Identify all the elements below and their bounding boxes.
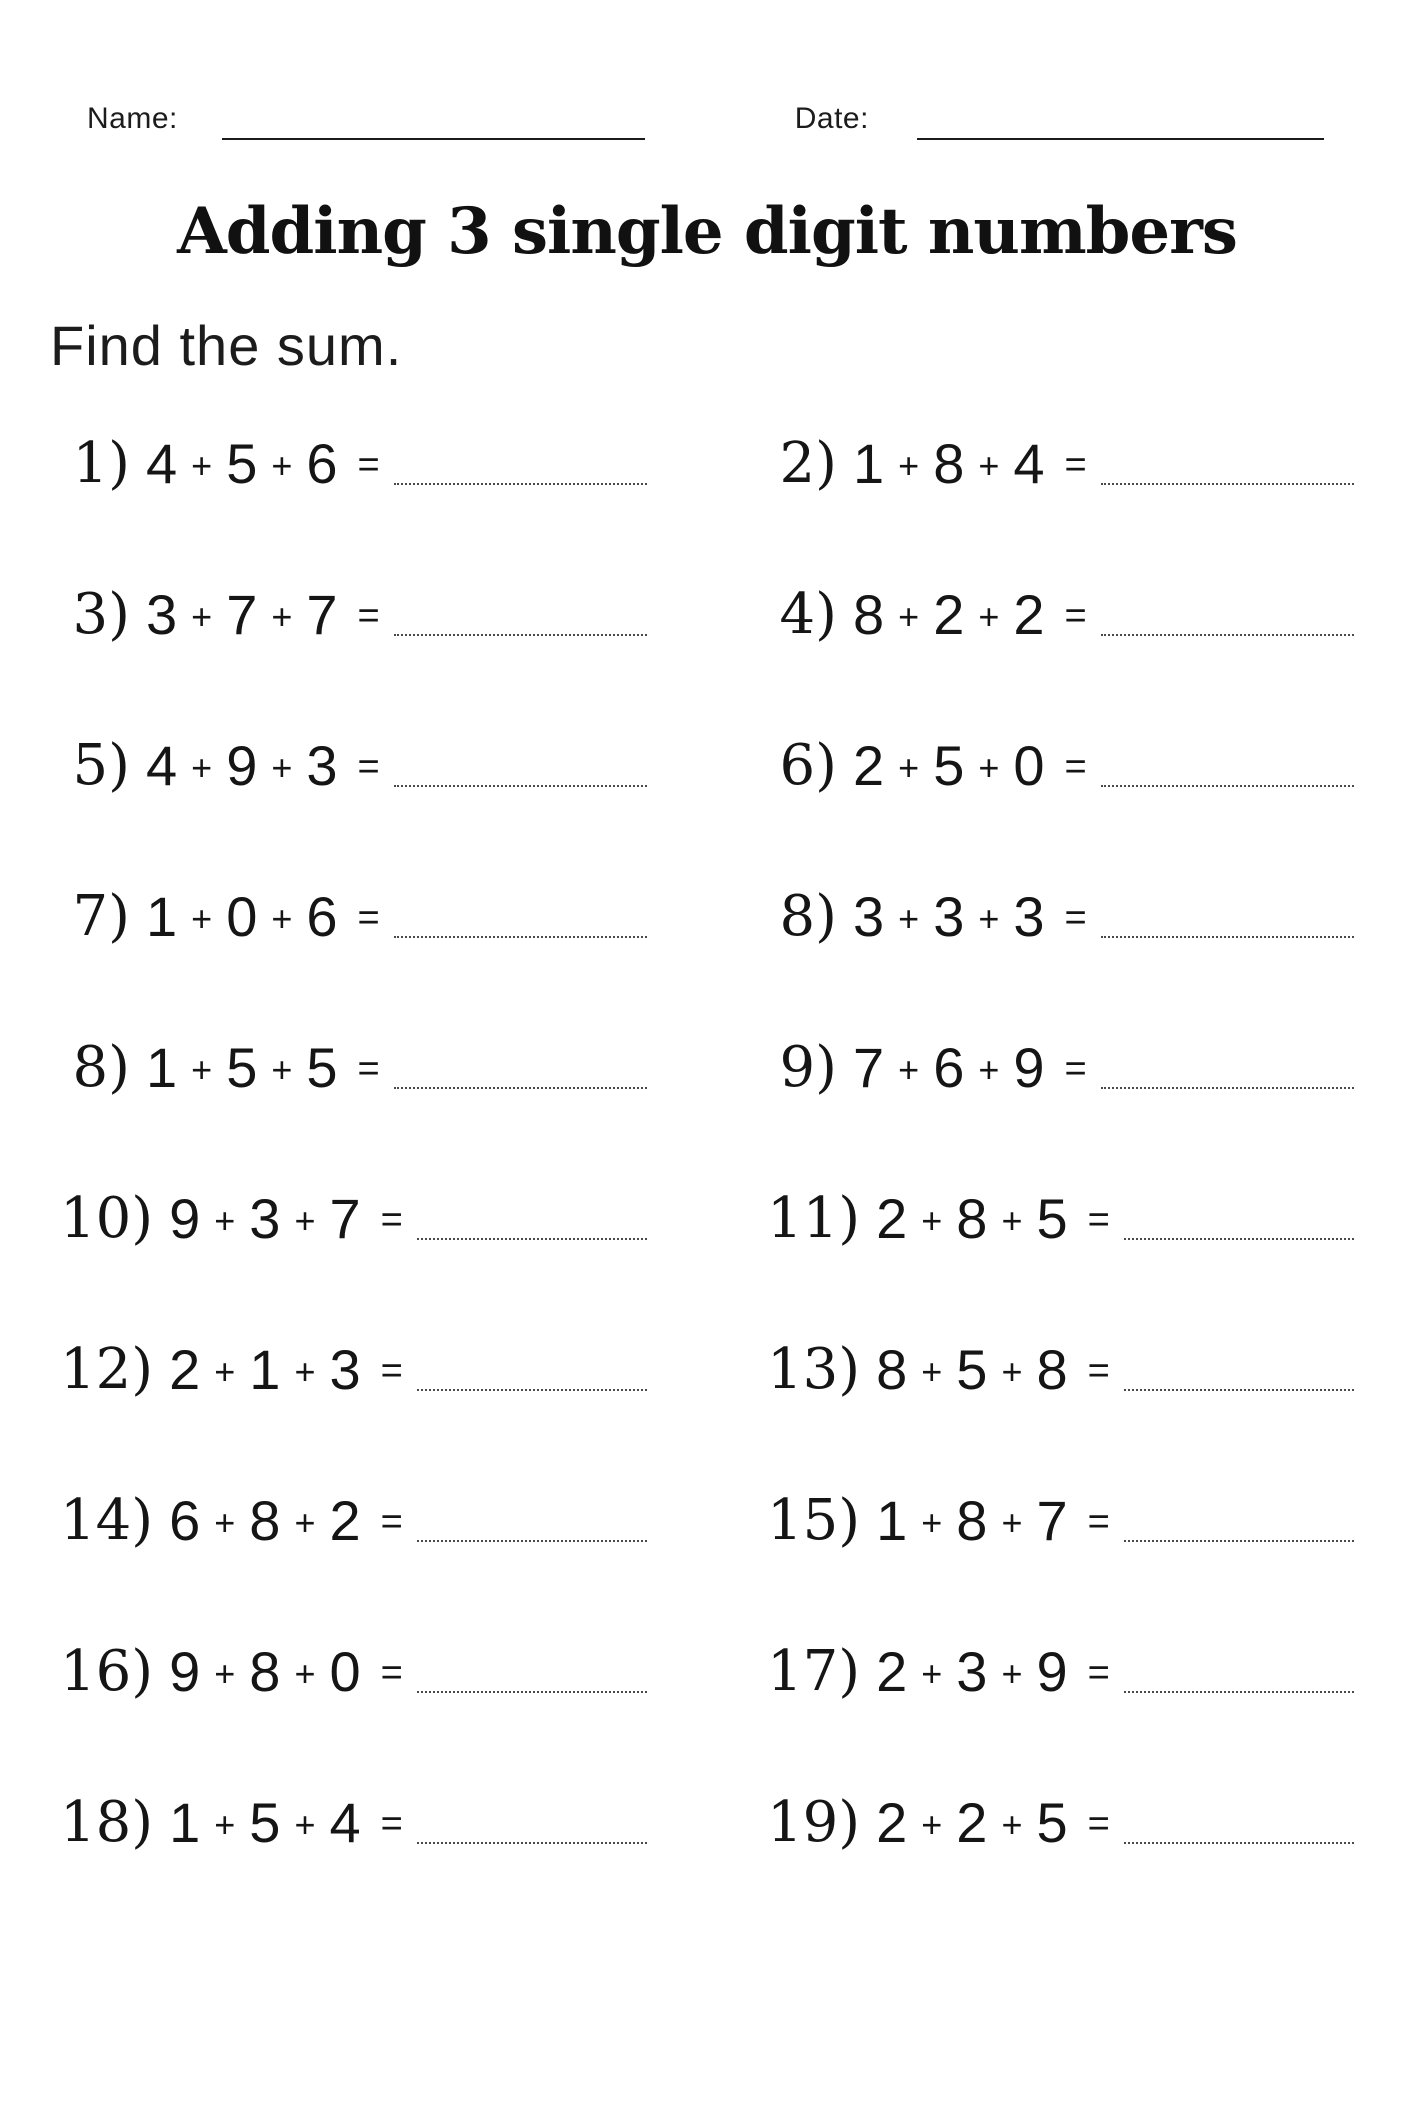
addend: 5 <box>956 1338 988 1401</box>
addend: 0 <box>1013 734 1045 797</box>
equals-sign: = <box>380 1652 403 1694</box>
addend: 2 <box>876 1187 908 1250</box>
plus-operator: + <box>294 1199 316 1241</box>
answer-blank[interactable] <box>417 1540 647 1542</box>
problem-number: 4) <box>779 582 837 647</box>
problem-expression <box>872 1488 1124 1553</box>
answer-blank[interactable] <box>1124 1389 1354 1391</box>
answer-blank[interactable] <box>394 1087 647 1089</box>
addend: 1 <box>169 1791 201 1854</box>
plus-operator: + <box>271 1048 293 1090</box>
addend: 5 <box>1036 1187 1068 1250</box>
plus-operator: + <box>921 1199 943 1241</box>
addend: 6 <box>169 1489 201 1552</box>
problem-row <box>767 1596 1354 1747</box>
equals-sign: = <box>380 1501 403 1543</box>
addend: 7 <box>1036 1489 1068 1552</box>
addend: 5 <box>226 432 258 495</box>
plus-operator: + <box>1001 1803 1023 1845</box>
problem-expression <box>165 1639 417 1704</box>
addend: 4 <box>146 734 178 797</box>
name-label: Name: <box>87 102 178 135</box>
problem-expression <box>165 1488 417 1553</box>
plus-operator: + <box>294 1350 316 1392</box>
answer-blank[interactable] <box>1101 936 1354 938</box>
equals-sign: = <box>1064 746 1087 788</box>
addend: 5 <box>933 734 965 797</box>
problem-row <box>60 1596 647 1747</box>
problem-row <box>767 1445 1354 1596</box>
plus-operator: + <box>214 1803 236 1845</box>
header <box>87 102 1324 142</box>
plus-operator: + <box>921 1803 943 1845</box>
addend: 1 <box>146 885 178 948</box>
plus-operator: + <box>898 746 920 788</box>
problem-expression <box>849 733 1101 798</box>
addend: 8 <box>1036 1338 1068 1401</box>
equals-sign: = <box>380 1350 403 1392</box>
answer-blank[interactable] <box>417 1691 647 1693</box>
problem-expression <box>872 1790 1124 1855</box>
plus-operator: + <box>978 1048 1000 1090</box>
equals-sign: = <box>1087 1652 1110 1694</box>
problem-expression <box>165 1337 417 1402</box>
problem-number: 3) <box>72 582 130 647</box>
problem-number: 13) <box>767 1337 861 1402</box>
answer-blank[interactable] <box>394 634 647 636</box>
addend: 1 <box>853 432 885 495</box>
equals-sign: = <box>1087 1803 1110 1845</box>
problem-row <box>767 1143 1354 1294</box>
plus-operator: + <box>191 444 213 486</box>
answer-blank[interactable] <box>1101 1087 1354 1089</box>
problem-number: 19) <box>767 1790 861 1855</box>
plus-operator: + <box>1001 1350 1023 1392</box>
problem-expression <box>142 582 394 647</box>
problem-row <box>60 690 647 841</box>
plus-operator: + <box>898 897 920 939</box>
plus-operator: + <box>191 1048 213 1090</box>
answer-blank[interactable] <box>394 785 647 787</box>
addend: 4 <box>329 1791 361 1854</box>
answer-blank[interactable] <box>1124 1691 1354 1693</box>
worksheet-page <box>0 102 1414 2102</box>
equals-sign: = <box>1064 595 1087 637</box>
plus-operator: + <box>214 1350 236 1392</box>
plus-operator: + <box>978 595 1000 637</box>
problem-number: 11) <box>767 1186 861 1251</box>
problem-number: 17) <box>767 1639 861 1704</box>
addend: 7 <box>226 583 258 646</box>
plus-operator: + <box>294 1652 316 1694</box>
equals-sign: = <box>1064 897 1087 939</box>
plus-operator: + <box>1001 1652 1023 1694</box>
problem-number: 2) <box>779 431 837 496</box>
problem-number: 7) <box>72 884 130 949</box>
addend: 0 <box>226 885 258 948</box>
addend: 7 <box>306 583 338 646</box>
addend: 9 <box>169 1640 201 1703</box>
plus-operator: + <box>898 444 920 486</box>
addend: 8 <box>249 1489 281 1552</box>
answer-blank[interactable] <box>1101 634 1354 636</box>
addend: 8 <box>933 432 965 495</box>
answer-blank[interactable] <box>1101 785 1354 787</box>
equals-sign: = <box>1064 1048 1087 1090</box>
equals-sign: = <box>1087 1501 1110 1543</box>
problem-expression <box>849 1035 1101 1100</box>
problem-row <box>767 841 1354 992</box>
addend: 8 <box>249 1640 281 1703</box>
addend: 3 <box>933 885 965 948</box>
plus-operator: + <box>271 897 293 939</box>
addend: 2 <box>329 1489 361 1552</box>
addend: 4 <box>1013 432 1045 495</box>
addend: 2 <box>933 583 965 646</box>
page-title: Adding 3 single digit numbers <box>177 194 1237 269</box>
plus-operator: + <box>271 746 293 788</box>
problem-number: 10) <box>60 1186 154 1251</box>
plus-operator: + <box>1001 1199 1023 1241</box>
addend: 5 <box>226 1036 258 1099</box>
plus-operator: + <box>271 595 293 637</box>
answer-blank[interactable] <box>394 936 647 938</box>
problem-number: 16) <box>60 1639 154 1704</box>
addend: 1 <box>146 1036 178 1099</box>
plus-operator: + <box>214 1652 236 1694</box>
addend: 3 <box>329 1338 361 1401</box>
problem-number: 6) <box>779 733 837 798</box>
plus-operator: + <box>978 444 1000 486</box>
addend: 8 <box>876 1338 908 1401</box>
problem-row <box>60 1143 647 1294</box>
equals-sign: = <box>1087 1350 1110 1392</box>
equals-sign: = <box>357 595 380 637</box>
problem-row <box>60 992 647 1143</box>
problem-number: 18) <box>60 1790 154 1855</box>
problem-expression <box>142 431 394 496</box>
plus-operator: + <box>921 1501 943 1543</box>
instruction-text: Find the sum. <box>50 314 403 377</box>
problems-grid <box>0 388 1414 1898</box>
problem-expression <box>165 1186 417 1251</box>
equals-sign: = <box>357 746 380 788</box>
answer-blank[interactable] <box>1124 1842 1354 1844</box>
plus-operator: + <box>898 595 920 637</box>
addend: 0 <box>329 1640 361 1703</box>
problem-number: 1) <box>72 431 130 496</box>
addend: 3 <box>853 885 885 948</box>
addend: 2 <box>169 1338 201 1401</box>
addend: 9 <box>169 1187 201 1250</box>
addend: 3 <box>956 1640 988 1703</box>
addend: 1 <box>876 1489 908 1552</box>
problem-number: 12) <box>60 1337 154 1402</box>
addend: 5 <box>249 1791 281 1854</box>
plus-operator: + <box>978 897 1000 939</box>
addend: 7 <box>853 1036 885 1099</box>
addend: 3 <box>1013 885 1045 948</box>
answer-blank[interactable] <box>417 1842 647 1844</box>
problem-number: 8) <box>779 884 837 949</box>
plus-operator: + <box>978 746 1000 788</box>
problem-number: 8) <box>72 1035 130 1100</box>
plus-operator: + <box>294 1803 316 1845</box>
problem-expression <box>165 1790 417 1855</box>
problem-expression <box>142 733 394 798</box>
addend: 3 <box>249 1187 281 1250</box>
date-label: Date: <box>794 102 869 135</box>
name-blank-line[interactable] <box>222 138 645 140</box>
addend: 3 <box>306 734 338 797</box>
problem-number: 5) <box>72 733 130 798</box>
problem-row <box>60 539 647 690</box>
date-blank-line[interactable] <box>917 138 1324 140</box>
plus-operator: + <box>271 444 293 486</box>
answer-blank[interactable] <box>417 1238 647 1240</box>
plus-operator: + <box>921 1350 943 1392</box>
addend: 5 <box>306 1036 338 1099</box>
problem-expression <box>872 1186 1124 1251</box>
problem-row <box>60 388 647 539</box>
problem-row <box>60 1445 647 1596</box>
answer-blank[interactable] <box>1101 483 1354 485</box>
problem-row <box>767 388 1354 539</box>
addend: 6 <box>306 432 338 495</box>
plus-operator: + <box>214 1199 236 1241</box>
plus-operator: + <box>214 1501 236 1543</box>
addend: 2 <box>876 1791 908 1854</box>
plus-operator: + <box>191 595 213 637</box>
addend: 1 <box>249 1338 281 1401</box>
problem-row <box>767 690 1354 841</box>
equals-sign: = <box>357 897 380 939</box>
addend: 6 <box>306 885 338 948</box>
addend: 4 <box>146 432 178 495</box>
plus-operator: + <box>191 746 213 788</box>
problem-expression <box>849 582 1101 647</box>
problem-expression <box>872 1639 1124 1704</box>
addend: 7 <box>329 1187 361 1250</box>
problem-expression <box>142 1035 394 1100</box>
plus-operator: + <box>191 897 213 939</box>
addend: 9 <box>1036 1640 1068 1703</box>
equals-sign: = <box>1064 444 1087 486</box>
addend: 8 <box>956 1489 988 1552</box>
problem-number: 9) <box>779 1035 837 1100</box>
addend: 2 <box>956 1791 988 1854</box>
answer-blank[interactable] <box>394 483 647 485</box>
problem-row <box>767 1294 1354 1445</box>
problem-number: 15) <box>767 1488 861 1553</box>
problem-expression <box>849 431 1101 496</box>
addend: 5 <box>1036 1791 1068 1854</box>
problem-row <box>767 1747 1354 1898</box>
problem-row <box>767 539 1354 690</box>
problem-number: 14) <box>60 1488 154 1553</box>
equals-sign: = <box>380 1199 403 1241</box>
addend: 8 <box>853 583 885 646</box>
problem-expression <box>872 1337 1124 1402</box>
plus-operator: + <box>898 1048 920 1090</box>
addend: 9 <box>1013 1036 1045 1099</box>
problem-expression <box>142 884 394 949</box>
answer-blank[interactable] <box>1124 1238 1354 1240</box>
answer-blank[interactable] <box>417 1389 647 1391</box>
problem-expression <box>849 884 1101 949</box>
plus-operator: + <box>1001 1501 1023 1543</box>
equals-sign: = <box>357 444 380 486</box>
answer-blank[interactable] <box>1124 1540 1354 1542</box>
addend: 6 <box>933 1036 965 1099</box>
plus-operator: + <box>294 1501 316 1543</box>
plus-operator: + <box>921 1652 943 1694</box>
addend: 2 <box>853 734 885 797</box>
equals-sign: = <box>380 1803 403 1845</box>
addend: 9 <box>226 734 258 797</box>
problem-row <box>767 992 1354 1143</box>
equals-sign: = <box>357 1048 380 1090</box>
problem-row <box>60 1747 647 1898</box>
addend: 3 <box>146 583 178 646</box>
addend: 2 <box>1013 583 1045 646</box>
problem-row <box>60 1294 647 1445</box>
addend: 2 <box>876 1640 908 1703</box>
addend: 8 <box>956 1187 988 1250</box>
equals-sign: = <box>1087 1199 1110 1241</box>
problem-row <box>60 841 647 992</box>
